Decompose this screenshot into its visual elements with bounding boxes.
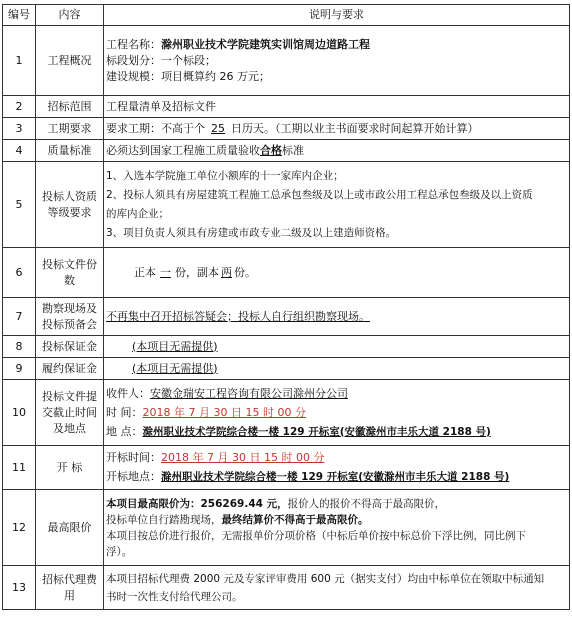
table-row xyxy=(3,248,570,298)
row-number: 3 xyxy=(3,118,36,140)
duration-suffix: 日历天。（工期以业主书面要求时间起算开始计算） xyxy=(231,121,479,135)
opening-place-label: 开标地点： xyxy=(106,470,161,483)
project-name-label: 工程名称： xyxy=(106,37,161,51)
table-row xyxy=(3,140,570,162)
row-description xyxy=(104,118,570,140)
max-price: 本项目最高限价为：256269.44 元， xyxy=(106,497,288,510)
row-number: 2 xyxy=(3,96,36,118)
qualification-line: 3、项目负责人须具有房建或市政专业二级及以上建造师资格。 xyxy=(106,226,397,239)
deadline-time: 2018 年 7 月 30 日 15 时 00 分 xyxy=(142,405,306,419)
row-description xyxy=(104,566,570,610)
tender-scope: 工程量清单及招标文件 xyxy=(104,96,570,118)
duration-prefix: 要求工期：不高于个 xyxy=(106,121,205,135)
qualification-line: 的库内企业； xyxy=(106,207,169,220)
quality-grade: 合格 xyxy=(260,143,282,157)
location-address: 滁州职业技术学院综合楼一楼 129 开标室(安徽滁州市丰乐大道 2188 号) xyxy=(142,425,491,438)
table-row xyxy=(3,446,570,490)
table-row xyxy=(3,118,570,140)
row-item: 最高限价 xyxy=(36,490,104,566)
row-item: 工期要求 xyxy=(36,118,104,140)
row-description xyxy=(104,298,570,336)
qualification-line: 2、投标人须具有房屋建筑工程施工总承包叁级及以上或市政公用工程总承包叁级及以上资质 xyxy=(106,188,533,201)
max-price-note: 报价人的报价不得高于最高限价， xyxy=(287,497,446,510)
section-division: 标段划分：一个标段； xyxy=(106,53,216,67)
original-prefix: 正本 xyxy=(134,265,156,279)
table-row xyxy=(3,380,570,446)
table-row xyxy=(3,162,570,248)
header-item: 内容 xyxy=(36,5,104,26)
table-row xyxy=(3,358,570,380)
original-count: 一 xyxy=(160,265,171,279)
location-label: 地 点： xyxy=(106,424,143,438)
qualification-line: 1、入选本学院施工单位小额库的十一家库内企业； xyxy=(106,169,344,182)
table-row xyxy=(3,490,570,566)
row-number: 7 xyxy=(3,298,36,336)
row-number: 12 xyxy=(3,490,36,566)
duration-days: 25 xyxy=(211,121,225,135)
row-item: 投标人资质等级要求 xyxy=(36,162,104,248)
site-visit-note: 不再集中召开招标答疑会；投标人自行组织勘察现场。 xyxy=(106,309,370,323)
performance-bond-note: (本项目无需提供) xyxy=(132,361,218,375)
row-description xyxy=(104,446,570,490)
header-no: 编号 xyxy=(3,5,36,26)
row-item: 工程概况 xyxy=(36,26,104,96)
row-number: 13 xyxy=(3,566,36,610)
project-name: 滁州职业技术学院建筑实训馆周边道路工程 xyxy=(161,37,370,51)
pricing-rule: 本项目按总价进行报价，无需报单价分项价格（中标后单价按中标总价下浮比例，同比例下 xyxy=(106,529,526,542)
copies-count: 两 xyxy=(221,265,232,279)
deadline-label: 时 间： xyxy=(106,405,143,419)
row-item: 质量标准 xyxy=(36,140,104,162)
row-number: 6 xyxy=(3,248,36,298)
row-item: 履约保证金 xyxy=(36,358,104,380)
row-description xyxy=(104,140,570,162)
row-number: 4 xyxy=(3,140,36,162)
table-row xyxy=(3,96,570,118)
table-header-row xyxy=(3,5,570,26)
row-description xyxy=(104,490,570,566)
quality-suffix: 标准 xyxy=(282,143,304,157)
agency-fee-end: 书时一次性支付给代理公司。 xyxy=(106,590,243,603)
row-item: 开 标 xyxy=(36,446,104,490)
row-number: 1 xyxy=(3,26,36,96)
row-description xyxy=(104,162,570,248)
row-description xyxy=(104,358,570,380)
row-item: 投标文件提交截止时间及地点 xyxy=(36,380,104,446)
row-number: 9 xyxy=(3,358,36,380)
row-item: 投标保证金 xyxy=(36,336,104,358)
copies-prefix: 份，副本 xyxy=(175,265,219,279)
row-description xyxy=(104,26,570,96)
row-item: 招标范围 xyxy=(36,96,104,118)
row-description xyxy=(104,248,570,298)
row-number: 10 xyxy=(3,380,36,446)
opening-place: 滁州职业技术学院综合楼一楼 129 开标室(安徽滁州市丰乐大道 2188 号) xyxy=(161,471,510,483)
row-item: 勘察现场及投标预备会 xyxy=(36,298,104,336)
agency-fee: 本项目招标代理费 2000 元及专家评审费用 600 元（据实支付）均由中标单位在领取中标通知 xyxy=(106,572,545,585)
bid-bond-note: (本项目无需提供) xyxy=(132,339,218,353)
row-item: 投标文件份数 xyxy=(36,248,104,298)
table-row xyxy=(3,566,570,610)
opening-time-label: 开标时间： xyxy=(106,451,161,464)
pricing-rule-end: 浮）。 xyxy=(106,545,133,558)
copies-suffix: 份。 xyxy=(234,265,256,279)
opening-time: 2018 年 7 月 30 日 15 时 00 分 xyxy=(161,451,325,464)
table-row xyxy=(3,336,570,358)
row-number: 5 xyxy=(3,162,36,248)
receiver-label: 收件人： xyxy=(106,386,150,400)
receiver-name: 安徽金瑞安工程咨询有限公司滁州分公司 xyxy=(150,386,348,400)
construction-scale: 建设规模：项目概算约 26 万元； xyxy=(106,69,270,83)
row-number: 8 xyxy=(3,336,36,358)
row-number: 11 xyxy=(3,446,36,490)
header-desc: 说明与要求 xyxy=(104,5,570,26)
table-row xyxy=(3,26,570,96)
row-description xyxy=(104,336,570,358)
row-item: 招标代理费用 xyxy=(36,566,104,610)
quality-prefix: 必须达到国家工程施工质量验收 xyxy=(106,143,260,157)
bid-info-table xyxy=(2,4,570,610)
row-description xyxy=(104,380,570,446)
settlement-limit: 最终结算价不得高于最高限价。 xyxy=(221,513,369,526)
table-row xyxy=(3,298,570,336)
site-survey-note: 投标单位自行踏勘现场， xyxy=(106,513,222,526)
